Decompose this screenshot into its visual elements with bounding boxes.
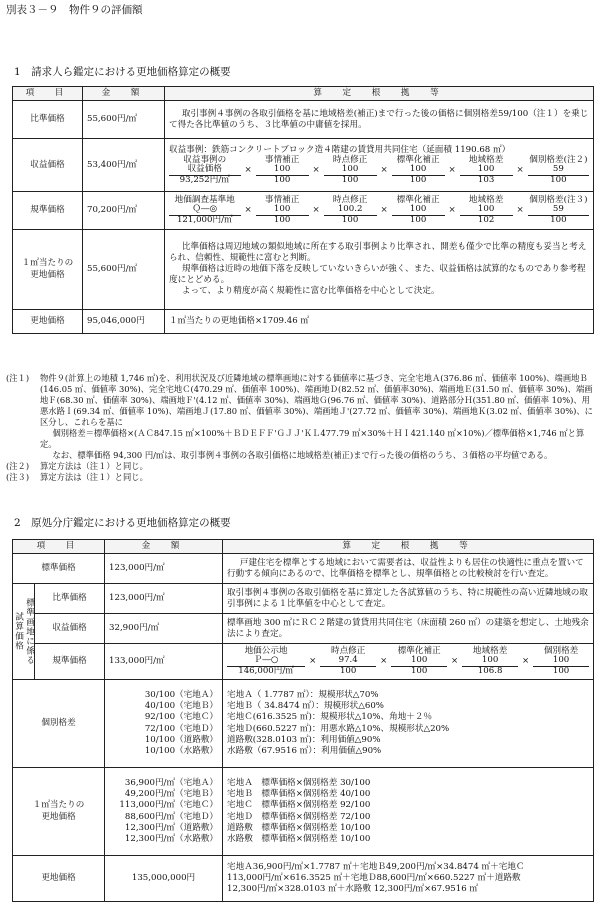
factor-den: 100 xyxy=(341,174,359,185)
row-label: 規準価格 xyxy=(13,192,83,230)
col-header-basis: 算 定 根 拠 等 xyxy=(165,87,594,101)
row-amount: 55,600円/㎡ xyxy=(83,230,165,310)
row-standard xyxy=(13,554,594,584)
row-label: 収益価格 xyxy=(13,139,83,192)
row-amount: 32,900円/㎡ xyxy=(105,614,223,644)
row-basis: １㎡当たりの更地価格×1709.46 ㎡ xyxy=(165,310,594,334)
factor-label: 時点修正 xyxy=(332,195,368,206)
factor-label: 個別格差(注３) xyxy=(529,195,588,206)
factor-den: 100 xyxy=(339,665,357,676)
sarachi-line-2: 113,000円/㎡×616.3525 ㎡＋宅地Ｄ88,600円/㎡×660.5227 ㎡＋道路敷 xyxy=(227,872,521,883)
row-kijun xyxy=(13,192,594,230)
per-m2-desc: 宅地Ｂ 標準価格×個別格差 40/100 xyxy=(227,789,371,800)
factor-den: 100 xyxy=(550,174,567,185)
factor-num: 100 xyxy=(533,656,589,666)
row-hikaku xyxy=(13,584,594,614)
sarachi-line-1: 宅地Ａ36,900円/㎡×1.7787 ㎡＋宅地Ｂ49,200円/㎡×34.8474 ㎡＋宅地Ｃ xyxy=(227,861,525,872)
basis-para-2: 規準価格は近時の地価下落を反映していないきらいが強く、また、収益価格は試算的なものであり参考程度にとどめる。 xyxy=(169,264,586,285)
factor-den: 100 xyxy=(550,214,567,225)
col-header-item: 項 目 xyxy=(13,87,83,101)
factor-label: 個別格差 xyxy=(543,646,579,657)
row-basis: 取引事例４事例の各取引価格を基に地域格差(補正)まで行った後の価格に個別格差59/100（注１）を乗じて得た各比準値のうち、３比準値の中庸値を採用。 xyxy=(165,101,594,139)
note-row: なお、標準価格 94,300 円/㎡は、取引事例４事例の各取引価格に地域格差(補正)まで行った後の価格のうち、３価格の平均値である。 xyxy=(52,450,553,461)
factor-label: 標準化補正 xyxy=(396,195,440,206)
formula-lead-2: Ｐ―○ xyxy=(227,656,305,666)
row-label: 規準価格 xyxy=(35,644,105,680)
kobetsu-desc: 宅地Ｄ(660.5227 ㎡)：用悪水路△10%、規模形状△20% xyxy=(227,723,450,734)
kobetsu-value: 40/100（宅地Ｂ） xyxy=(144,701,219,712)
formula-lead-2: 収益価格 xyxy=(169,165,241,175)
note-row: (注３) 算定方法は（注１）と同じ。 xyxy=(6,472,148,483)
kijun-formula: 地価調査基準地 Ｑ―◎ 121,000円/㎡ × 事情補正 100 100 × 時点修正 100.2 100 × 標準化補正 100 100 × 地域格差 100 102 × 個別格差(注３) 59 100 xyxy=(169,196,589,224)
notes xyxy=(6,373,596,483)
note-row: (注１) 物件９(計算上の地積 1,746 ㎡)を、利用状況及び近隣地域の標準画地に対する価値率に基づき、完全宅地Ａ(376.86 ㎡、価値率 100%)、端画地Ｂ(146.05 ㎡、価値率 30%)、完全宅地Ｃ(470.29 ㎡、価値率 100%)、端画地Ｄ(82.52 ㎡、価値率30%)、端画地Ｅ(31.50 ㎡、価値率 30%)、端画地Ｆ(68.30 ㎡、価値率 30%)、端画地Ｆ'(4.12 ㎡、価値率 30%)、端画地Ｇ(96.76 ㎡、価値率 30%)、道路部分Ｈ(351.80 ㎡、価値率 10%)、用悪水路Ｉ(69.34 ㎡、価値率 10%)、端画地Ｊ(17.80 ㎡、価値率 30%)、端画地Ｊ'(27.72 ㎡、価値率 30%)、端画地Ｋ(3.02 ㎡、価値率 30%)、に区分し、これらを基に xyxy=(6,373,593,428)
row-amount: 135,000,000円 xyxy=(105,856,223,902)
factor-num: 59 xyxy=(528,205,589,215)
row-basis: 戸建住宅を標準とする地域において需要者は、収益性よりも居住の快適性に重点を置いて行動する傾向にあるので、比準価格を標準とし、規準価格との比較検討を行い査定。 xyxy=(223,554,594,584)
formula-lead-1: 地価公示地 xyxy=(244,646,288,657)
row-amount: 123,000円/㎡ xyxy=(105,554,223,584)
factor-num: 100.2 xyxy=(324,205,377,215)
row-amount: 53,400円/㎡ xyxy=(83,139,165,192)
factor-label: 地域格差 xyxy=(468,195,504,206)
formula-lead-1: 収益事例の xyxy=(183,155,227,166)
factor-num: 97.4 xyxy=(320,656,376,666)
factor-label: 標準化補正 xyxy=(396,155,440,166)
per-m2-value: 12,300円/㎡（道路敷） xyxy=(124,822,219,833)
kobetsu-value: 72/100（宅地Ｄ） xyxy=(144,723,219,734)
section1-table xyxy=(12,86,594,334)
row-per-m2 xyxy=(13,768,594,856)
kobetsu-value: 30/100（宅地Ａ） xyxy=(144,689,219,700)
kobetsu-desc: 宅地Ａ（ 1.7787 ㎡）：規模形状△70% xyxy=(227,689,379,700)
row-shueki xyxy=(13,614,594,644)
per-m2-value: 12,300円/㎡（水路敷） xyxy=(124,833,219,844)
row-label-1: １㎡当たりの xyxy=(32,800,85,811)
row-sarachi xyxy=(13,856,594,902)
col-header-amount: 金 額 xyxy=(105,540,223,554)
row-kobetsu xyxy=(13,680,594,768)
factor-den: 100 xyxy=(409,214,427,225)
sarachi-line-3: 12,300円/㎡×328.0103 ㎡＋水路敷 12,300円/㎡×67.9516 ㎡ xyxy=(227,884,479,895)
kobetsu-desc: 宅地Ｂ（ 34.8474 ㎡）：規模形状△60% xyxy=(227,701,384,712)
factor-num: 100 xyxy=(392,205,445,215)
factor-den: 100 xyxy=(410,665,428,676)
factor-num: 59 xyxy=(528,165,589,175)
factor-den: 100 xyxy=(273,174,291,185)
kobetsu-value: 10/100（水路敷） xyxy=(144,745,219,756)
row-label: 更地価格 xyxy=(13,310,83,334)
formula-lead-1: 地価調査基準地 xyxy=(174,195,235,206)
row-amount: 123,000円/㎡ xyxy=(105,584,223,614)
kobetsu-value: 10/100（道路敷） xyxy=(144,734,219,745)
row-amount: 95,046,000円 xyxy=(83,310,165,334)
kobetsu-desc: 宅地Ｃ(616.3525 ㎡)：規模形状△10%、角地＋２％ xyxy=(227,712,433,723)
section2-table xyxy=(12,539,594,902)
factor-den: 102 xyxy=(477,214,495,225)
note-row: (注２) 算定方法は（注１）と同じ。 xyxy=(6,461,148,472)
row-sarachi xyxy=(13,310,594,334)
factor-den: 106.8 xyxy=(477,665,503,676)
per-m2-value: 36,900円/㎡（宅地Ａ） xyxy=(124,777,219,788)
per-m2-value: 113,000円/㎡（宅地Ｃ） xyxy=(119,800,219,811)
per-m2-desc: 道路敷 標準価格×個別格差 10/100 xyxy=(227,822,371,833)
row-label-2: 更地価格 xyxy=(30,269,65,280)
side-label-outer: 試算価格 xyxy=(13,612,24,651)
factor-label: 地域格差 xyxy=(468,155,504,166)
basis-para-3: よって、より精度が高く規範性に富む比準価格を中心として決定。 xyxy=(181,286,440,296)
basis-para-1: 比準価格は周辺地域の類似地域に所在する取引事例より比準され、開差も僅少で比準の精度も妥当と考えられ、信頼性、規範性に富むと判断。 xyxy=(169,242,587,263)
row-label: 標準価格 xyxy=(13,554,105,584)
row-shueki xyxy=(13,139,594,192)
row-amount: 133,000円/㎡ xyxy=(105,644,223,680)
row-label: 更地価格 xyxy=(13,856,105,902)
factor-label: 時点修正 xyxy=(332,155,368,166)
factor-den: 100 xyxy=(409,174,427,185)
row-amount: 70,200円/㎡ xyxy=(83,192,165,230)
row-kijun xyxy=(13,644,594,680)
row-label: 個別格差 xyxy=(13,680,105,768)
row-per-m2 xyxy=(13,230,594,310)
per-m2-desc: 宅地Ｃ 標準価格×個別格差 92/100 xyxy=(227,800,371,811)
per-m2-desc: 宅地Ｄ 標準価格×個別格差 72/100 xyxy=(227,811,371,822)
factor-label: 時点修正 xyxy=(330,646,366,657)
factor-label: 標準化補正 xyxy=(397,646,441,657)
factor-num: 100 xyxy=(324,165,377,175)
shueki-formula: 収益事例の 収益価格 93,252円/㎡ × 事情補正 100 100 × 時点修正 100 100 × 標準化補正 100 100 × 地域格差 100 103 × 個別格差(注２) 59 100 xyxy=(169,156,589,184)
section1-heading: 1 請求人ら鑑定における更地価格算定の概要 xyxy=(14,66,231,78)
row-basis: 標準画地 300 ㎡にＲＣ２階建の賃貸用共同住宅（床面積 260 ㎡）の建築を想定し、土地残余法により査定。 xyxy=(223,614,594,644)
row-label: 収益価格 xyxy=(35,614,105,644)
formula-lead-2: Ｑ―◎ xyxy=(169,205,241,215)
page-title: 別表３－９ 物件９の評価額 xyxy=(6,4,143,16)
factor-num: 100 xyxy=(460,165,513,175)
factor-num: 100 xyxy=(460,205,513,215)
shueki-note: 収益事例：鉄筋コンクリートブロック造４階建の賃貸用共同住宅（延面積 1190.68 ㎡） xyxy=(169,145,511,156)
factor-num: 100 xyxy=(391,656,447,666)
row-label-1: １㎡当たりの xyxy=(21,258,74,269)
row-amount: 55,600円/㎡ xyxy=(83,101,165,139)
row-label: 比準価格 xyxy=(13,101,83,139)
factor-den: 100 xyxy=(273,214,291,225)
col-header-amount: 金 額 xyxy=(83,87,165,101)
kobetsu-desc: 道路敷(328.0103 ㎡)：利用価値△90% xyxy=(227,734,381,745)
col-header-basis: 算 定 根 拠 等 xyxy=(223,540,594,554)
formula-lead-3: 121,000円/㎡ xyxy=(176,214,233,225)
col-header-item: 項 目 xyxy=(13,540,105,554)
factor-label: 事情補正 xyxy=(264,155,300,166)
kijun-formula: 地価公示地 Ｐ―○ 146,000円/㎡ × 時点修正 97.4 100 × 標準化補正 100 100 × 地域格差 100 106.8 × 個別格差 100 100 xyxy=(227,647,589,675)
factor-num: 100 xyxy=(256,165,309,175)
per-m2-desc: 宅地Ａ 標準価格×個別格差 30/100 xyxy=(227,777,371,788)
factor-num: 100 xyxy=(392,165,445,175)
per-m2-value: 49,200円/㎡（宅地Ｂ） xyxy=(124,789,219,800)
note-row: 個別格差＝標準価格×(ＡＣ847.15 ㎡×100%＋ＢＤＥＦＦ'ＧＪＪ'ＫＬ477.79 ㎡×30%＋ＨＩ421.140 ㎡×10%)／標準価格×1,746 ㎡と算定。 xyxy=(40,428,585,450)
formula-lead-3: 93,252円/㎡ xyxy=(179,174,230,185)
row-label-2: 更地価格 xyxy=(41,811,76,822)
factor-label: 地域格差 xyxy=(472,646,508,657)
per-m2-value: 88,600円/㎡（宅地Ｄ） xyxy=(124,811,219,822)
factor-label: 事情補正 xyxy=(264,195,300,206)
formula-lead-3: 146,000円/㎡ xyxy=(238,665,294,676)
row-hikaku xyxy=(13,101,594,139)
section2-heading: 2 原処分庁鑑定における更地価格算定の概要 xyxy=(14,517,231,529)
factor-num: 100 xyxy=(256,205,309,215)
per-m2-desc: 水路敷 標準価格×個別格差 10/100 xyxy=(227,833,371,844)
row-label: 比準価格 xyxy=(35,584,105,614)
factor-den: 100 xyxy=(341,214,359,225)
factor-den: 103 xyxy=(477,174,495,185)
kobetsu-desc: 水路敷（67.9516 ㎡）：利用価値△90% xyxy=(227,745,382,756)
kobetsu-value: 92/100（宅地Ｃ） xyxy=(144,712,219,723)
row-basis: 取引事例４事例の各取引価格を基に算定した各試算値のうち、特に規範性の高い近隣地域の取引事例による１比準値を中心として査定。 xyxy=(223,584,594,614)
factor-num: 100 xyxy=(462,656,518,666)
side-label-inner: 標準画地に係る xyxy=(24,597,35,666)
factor-label: 個別格差(注２) xyxy=(529,155,588,166)
factor-den: 100 xyxy=(552,665,570,676)
